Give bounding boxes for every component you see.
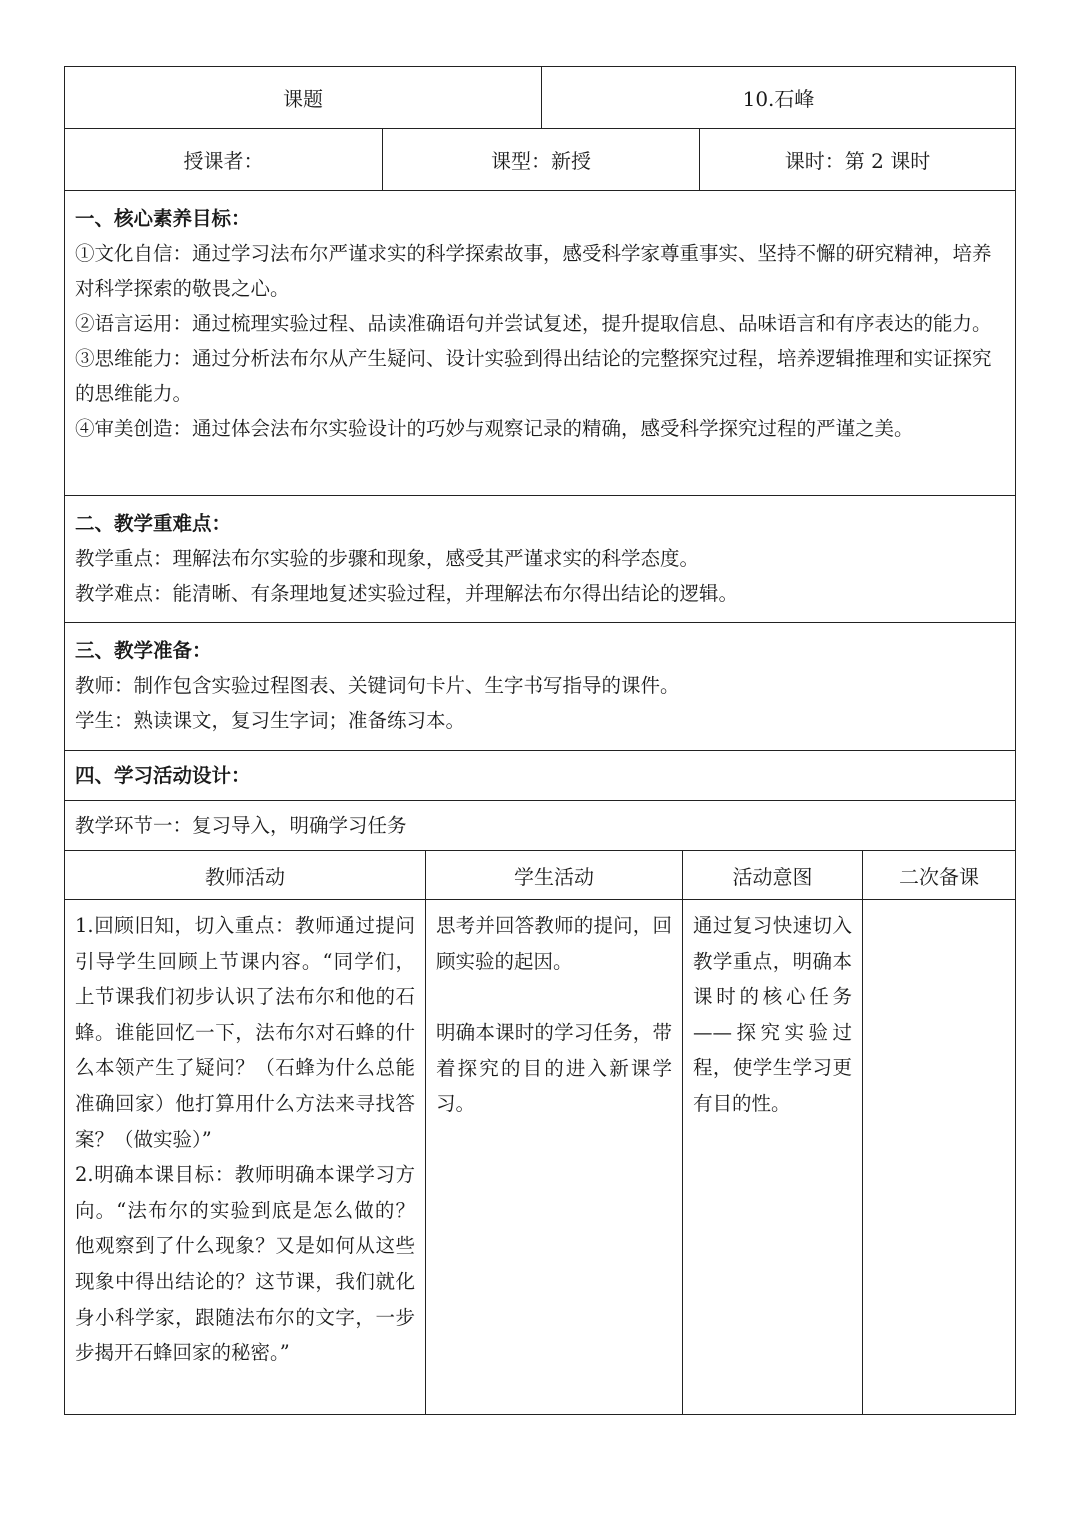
section-preparation	[64, 623, 1016, 751]
teacher-activity-item: 2.明确本课目标：教师明确本课学习方向。“法布尔的实验到底是怎么做的？他观察到了什么现象？又是如何从这些现象中得出结论的？这节课，我们就化身小科学家，跟随法布尔的文字，一步步揭开石蜂回家的秘密。”	[75, 1163, 415, 1365]
topic-label: 课题	[283, 87, 323, 111]
section-heading: 二、教学重难点：	[75, 512, 232, 535]
section-key-points	[64, 496, 1016, 623]
column-header: 二次备课	[862, 851, 1015, 899]
activity-content-row	[64, 900, 1016, 1415]
stage-title: 教学环节一：复习导入，明确学习任务	[75, 814, 407, 837]
student-activity-item: 思考并回答教师的提问，回顾实验的起因。	[436, 914, 672, 973]
student-activity-cell	[425, 900, 682, 1414]
second-prep-cell	[862, 900, 1015, 1414]
key-point-item: 教学难点：能清晰、有条理地复述实验过程，并理解法布尔得出结论的逻辑。	[75, 582, 739, 605]
section-heading: 一、核心素养目标：	[75, 207, 251, 230]
objective-item: ①文化自信：通过学习法布尔严谨求实的科学探索故事，感受科学家尊重事实、坚持不懈的研究精神，培养对科学探索的敬畏之心。	[75, 242, 992, 300]
section-heading: 四、学习活动设计：	[75, 764, 251, 787]
column-header: 教师活动	[205, 864, 285, 889]
topic-value: 10.石峰	[541, 67, 1015, 128]
lesson-type: 课型：新授	[382, 129, 699, 190]
lesson-period: 课时：第 2 课时	[699, 129, 1015, 190]
objective-item: ③思维能力：通过分析法布尔从产生疑问、设计实验到得出结论的完整探究过程，培养逻辑推理和实证探究的思维能力。	[75, 347, 992, 405]
preparation-item: 学生：熟读课文，复习生字词；准备练习本。	[75, 709, 466, 732]
column-header: 活动意图	[682, 851, 862, 899]
teacher-activity-item: 1.回顾旧知，切入重点：教师通过提问引导学生回顾上节课内容。“同学们，上节课我们初步认识了法布尔和他的石蜂。谁能回忆一下，法布尔对石蜂的什么本领产生了疑问？（石蜂为什么总能准确回家）他打算用什么方法来寻找答案？（做实验）”	[75, 914, 415, 1151]
section-heading: 三、教学准备：	[75, 639, 212, 662]
objective-item: ②语言运用：通过梳理实验过程、品读准确语句并尝试复述，提升提取信息、品味语言和有序表达的能力。	[75, 312, 992, 335]
teacher-label: 授课者：	[183, 149, 264, 173]
activity-intent-cell	[682, 900, 862, 1414]
stage-row	[64, 801, 1016, 851]
column-header: 学生活动	[425, 851, 682, 899]
topic-row	[64, 66, 1016, 129]
section-activity-design	[64, 751, 1016, 801]
activity-intent-text: 通过复习快速切入教学重点，明确本课时的核心任务——探究实验过程，使学生学习更有目的性。	[693, 914, 852, 1115]
preparation-item: 教师：制作包含实验过程图表、关键词句卡片、生字书写指导的课件。	[75, 674, 680, 697]
activity-header-row	[64, 851, 1016, 900]
objective-item: ④审美创造：通过体会法布尔实验设计的巧妙与观察记录的精确，感受科学探究过程的严谨之美。	[75, 417, 914, 440]
student-activity-item: 明确本课时的学习任务，带着探究的目的进入新课学习。	[436, 1021, 672, 1116]
section-objectives	[64, 191, 1016, 496]
key-point-item: 教学重点：理解法布尔实验的步骤和现象，感受其严谨求实的科学态度。	[75, 547, 700, 570]
teacher-activity-cell	[65, 900, 425, 1414]
lesson-plan-table	[64, 66, 1016, 1415]
info-row	[64, 129, 1016, 191]
